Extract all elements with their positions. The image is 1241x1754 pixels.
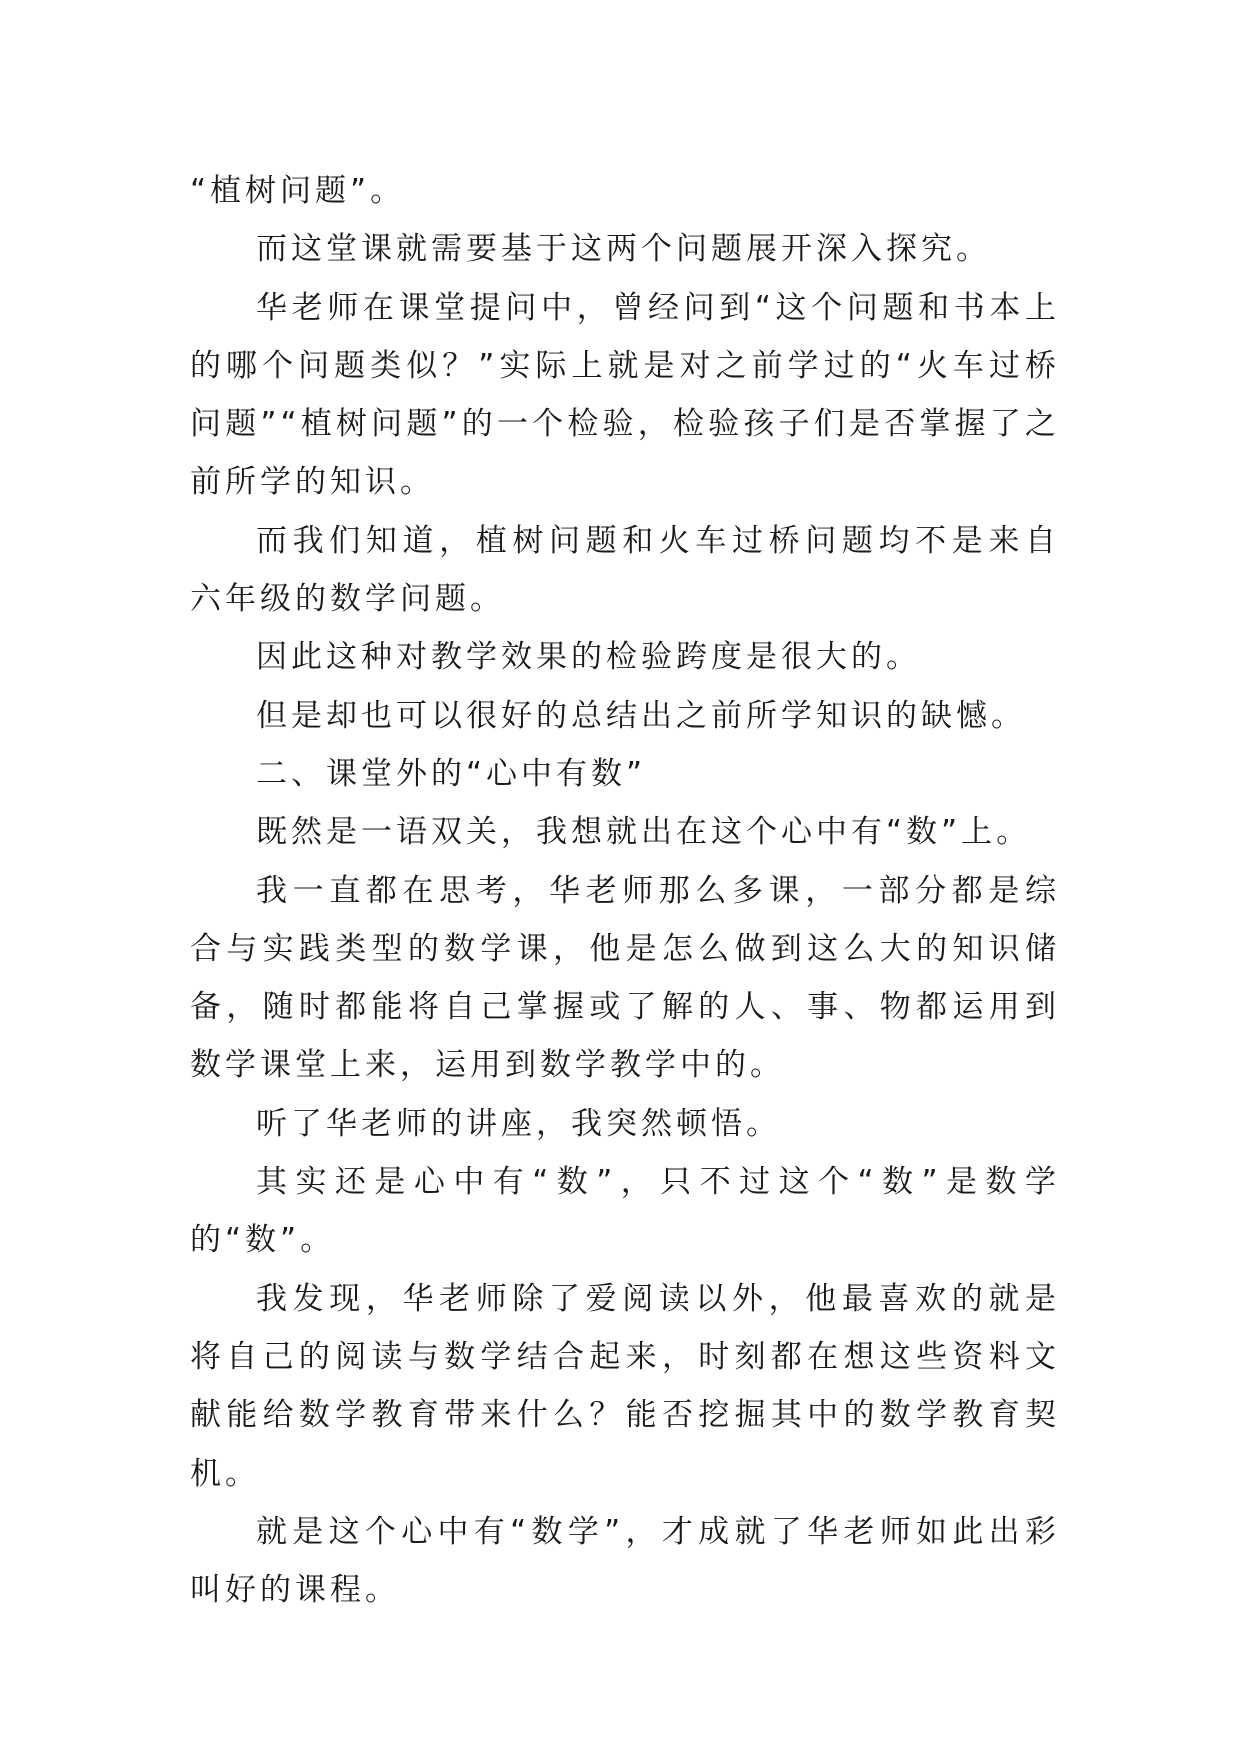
- section-heading: 二、课堂外的“心中有数”: [256, 755, 647, 792]
- paragraph: 而我们知道，植树问题和火车过桥问题均不是来自六年级的数学问题。: [190, 522, 1060, 618]
- paragraph: 因此这种对教学效果的检验跨度是很大的。: [256, 639, 921, 676]
- paragraph: 华老师在课堂提问中，曾经问到“这个问题和书本上的哪个问题类似？”实际上就是对之前学过的“火车过桥问题”“植树问题”的一个检验，检验孩子们是否掌握了之前所学的知识。: [190, 289, 1060, 501]
- paragraph: 就是这个心中有“数学”，才成就了华老师如此出彩叫好的课程。: [190, 1513, 1060, 1609]
- paragraph: 听了华老师的讲座，我突然顿悟。: [256, 1105, 781, 1142]
- paragraph-continuation: “植树问题”。: [190, 173, 406, 209]
- paragraph: 但是却也可以很好的总结出之前所学知识的缺憾。: [256, 697, 1026, 734]
- document-page: [190, 162, 1060, 1619]
- paragraph: 其实还是心中有“数”，只不过这个“数”是数学的“数”。: [190, 1164, 1060, 1259]
- paragraph: 既然是一语双关，我想就出在这个心中有“数”上。: [256, 814, 1032, 851]
- paragraph: 而这堂课就需要基于这两个问题展开深入探究。: [256, 231, 991, 268]
- paragraph: 我一直都在思考，华老师那么多课，一部分都是综合与实践类型的数学课，他是怎么做到这么大的知识储备，随时都能将自己掌握或了解的人、事、物都运用到数学课堂上来，运用到数学教学中的。: [190, 872, 1060, 1084]
- paragraph: 我发现，华老师除了爱阅读以外，他最喜欢的就是将自己的阅读与数学结合起来，时刻都在想这些资料文献能给数学教育带来什么？能否挖掘其中的数学教育契机。: [190, 1280, 1060, 1492]
